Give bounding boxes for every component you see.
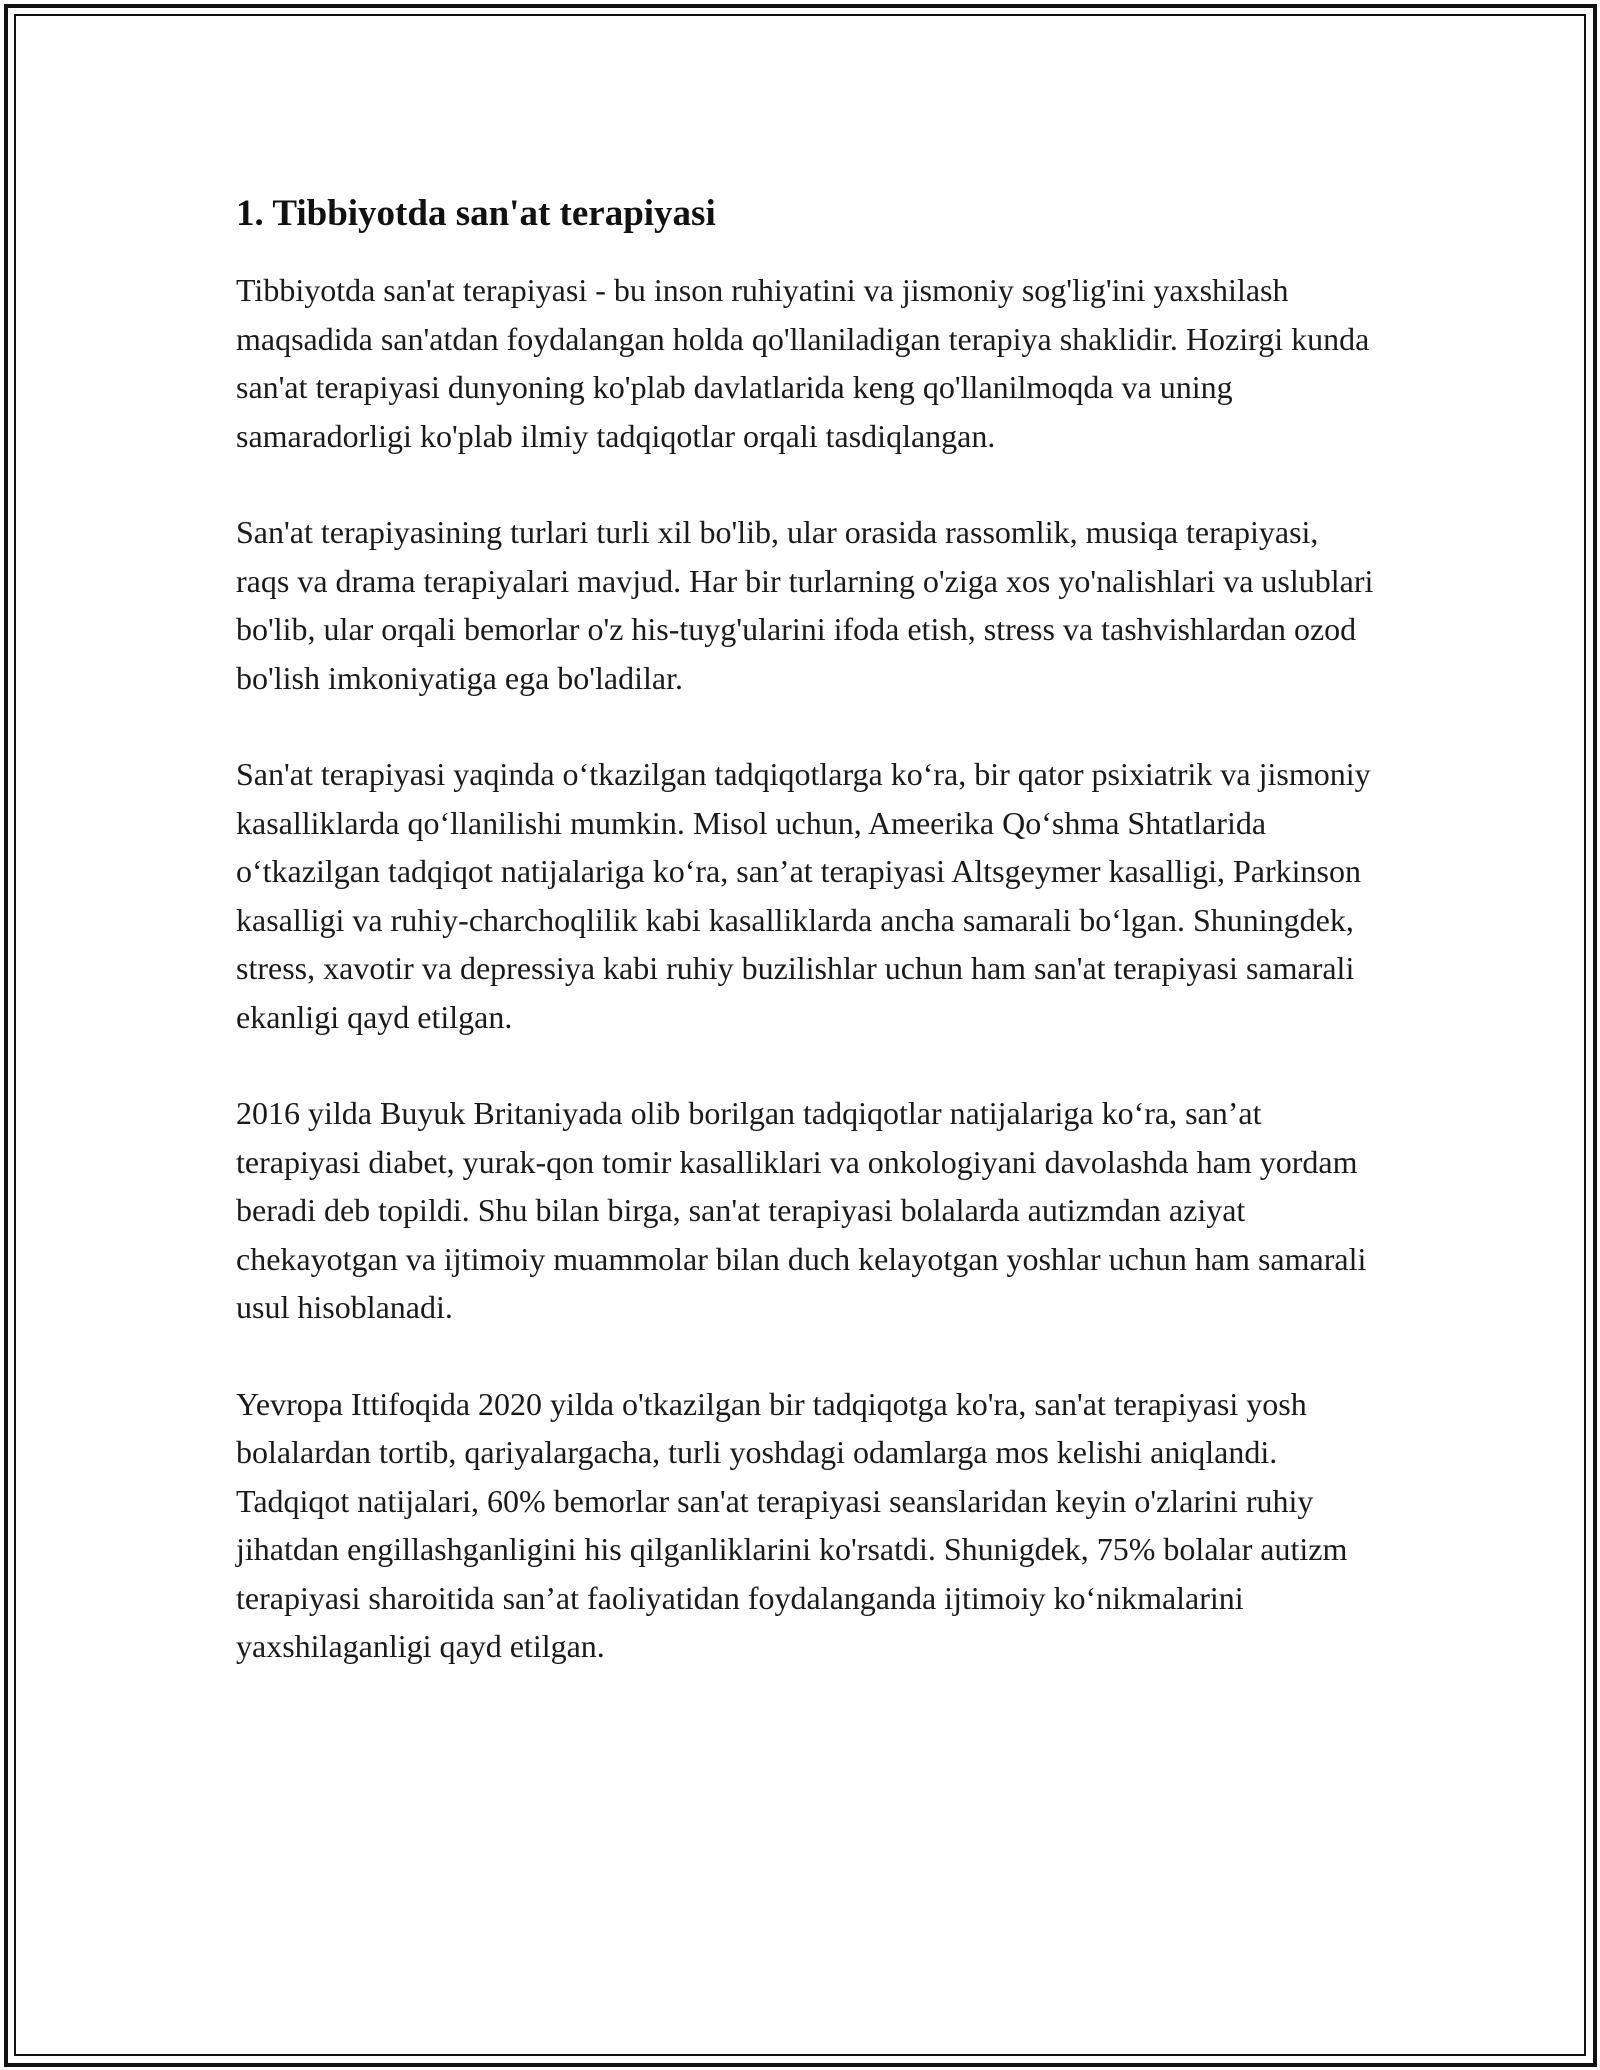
paragraph-5: Yevropa Ittifoqida 2020 yilda o'tkazilgan bir tadqiqotga ko'ra, san'at terapiyasi yosh bolalardan tortib, qariyalargacha, turli yoshdagi odamlarga mos kelishi aniqlandi. Tadqiqot natijalari, 60% bemorlar san'at terapiyasi seanslaridan keyin o'zlarini ruhiy jihatdan engillashganligini his qilganliklarini ko'rsatdi. Shunigdek, 75% bolalar autizm terapiyasi sharoitida san’at faoliyatidan foydalanganda ijtimoiy ko‘nikmalarini yaxshilaganligi qayd etilgan. <box>236 1385 1348 1664</box>
paragraph-2: San'at terapiyasining turlari turli xil bo'lib, ular orasida rassomlik, musiqa terapiyasi, raqs va drama terapiyalari mavjud. Har bir turlarning o'ziga xos yo'nalishlari va uslublari bo'lib, ular orqali bemorlar o'z his-tuyg'ularini ifoda etish, stress va tashvishlardan ozod bo'lish imkoniyatiga ega bo'ladilar. <box>236 514 1374 696</box>
document-body <box>236 188 1376 1671</box>
paragraph-3: San'at terapiyasi yaqinda o‘tkazilgan tadqiqotlarga ko‘ra, bir qator psixiatrik va jismoniy kasalliklarda qo‘llanilishi mumkin. Misol uchun, Ameerika Qo‘shma Shtatlarida o‘tkazilgan tadqiqot natijalariga ko‘ra, san’at terapiyasi Altsgeymer kasalligi, Parkinson kasalligi va ruhiy-charchoqlilik kabi kasalliklarda ancha samarali bo‘lgan. Shuningdek, stress, xavotir va depressiya kabi ruhiy buzilishlar uchun ham san'at terapiyasi samarali ekanligi qayd etilgan. <box>236 756 1371 1035</box>
section-heading: 1. Tibbiyotda san'at terapiyasi <box>236 193 716 234</box>
paragraph-4: 2016 yilda Buyuk Britaniyada olib borilgan tadqiqotlar natijalariga ko‘ra, san’at terapiyasi diabet, yurak-qon tomir kasalliklari va onkologiyani davolashda ham yordam beradi deb topildi. Shu bilan birga, san'at terapiyasi bolalarda autizmdan aziyat chekayotgan va ijtimoiy muammolar bilan duch kelayotgan yoshlar uchun ham samarali usul hisoblanadi. <box>236 1095 1367 1325</box>
paragraph-1: Tibbiyotda san'at terapiyasi - bu inson ruhiyatini va jismoniy sog'lig'ini yaxshilash maqsadida san'atdan foydalangan holda qo'llaniladigan terapiya shaklidir. Hozirgi kunda san'at terapiyasi dunyoning ko'plab davlatlarida keng qo'llanilmoqda va uning samaradorligi ko'plab ilmiy tadqiqotlar orqali tasdiqlangan. <box>236 272 1370 454</box>
